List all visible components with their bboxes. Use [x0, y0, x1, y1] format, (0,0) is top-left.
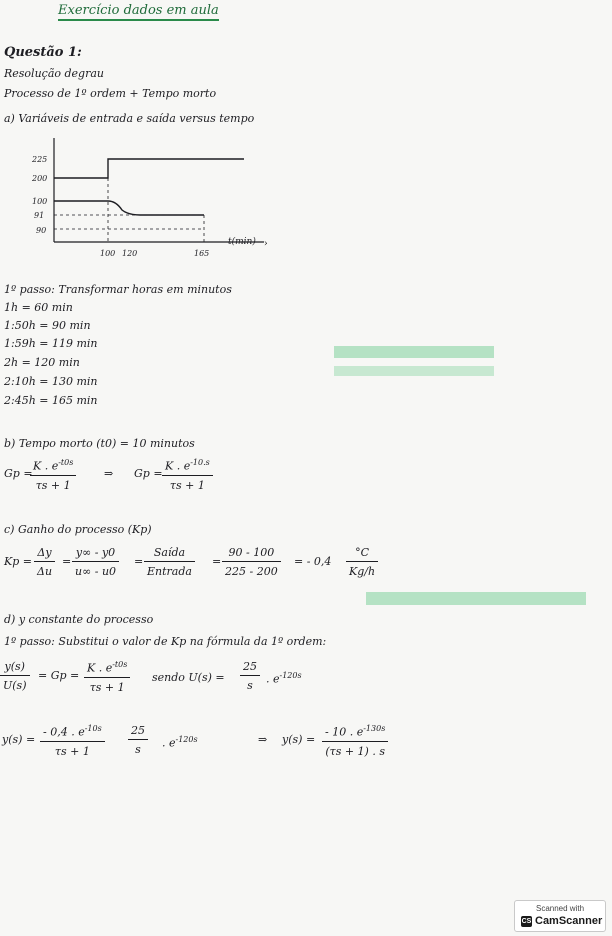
d-eq2-mid-fraction	[128, 724, 148, 756]
d-eq2-tail-e: . e	[162, 736, 176, 750]
c-equals-2: =	[134, 555, 144, 568]
b-gp-label-2: Gp =	[134, 467, 163, 480]
d-eq1-u-num: 25	[243, 660, 257, 673]
y-tick-91: 91	[34, 211, 45, 220]
input-signal-line	[54, 159, 244, 178]
d-eq2-mid-num: 25	[131, 724, 145, 737]
d-eq1-tail-e: . e	[266, 672, 280, 686]
b-gp-den-2: τs + 1	[162, 475, 213, 492]
b-gp-num-2: K . e	[165, 459, 191, 473]
d-eq1-tail	[266, 672, 302, 686]
item-d-title: d) y constante do processo	[4, 613, 154, 626]
camscanner-name: CamScanner	[535, 915, 603, 927]
d-eq2-arrow: ⇒	[258, 733, 268, 746]
d-eq2-rhs-num: - 10 . e	[325, 725, 364, 739]
c-delta-u: Δu	[34, 561, 55, 578]
d-ratio-fraction	[0, 660, 30, 692]
step1-line-3: 1:59h = 119 min	[4, 337, 98, 350]
c-fraction-limits	[72, 546, 119, 578]
y-tick-225: 225	[32, 155, 48, 164]
d-eq2-rhs-exp: -130s	[363, 724, 386, 733]
highlighter-mark-2	[334, 366, 494, 376]
d-eq1-gp: = Gp =	[38, 669, 80, 682]
y-tick-labels	[31, 155, 47, 235]
step1-line-4: 2h = 120 min	[4, 356, 80, 369]
c-y-diff: y∞ - y0	[75, 546, 116, 559]
output-signal-curve	[54, 201, 204, 215]
x-axis-arrow: ›	[264, 239, 268, 249]
page-title: Exercício dados em aula	[58, 4, 219, 21]
d-eq1-den: τs + 1	[84, 677, 130, 694]
camscanner-logo-icon: CS	[521, 918, 532, 925]
c-equals-1: =	[62, 555, 72, 568]
c-values-den: 225 - 200	[222, 561, 281, 578]
step1-line-6: 2:45h = 165 min	[4, 394, 98, 407]
c-u-diff: u∞ - u0	[72, 561, 119, 578]
b-gp-exp-2: -10.s	[190, 458, 210, 467]
c-entrada: Entrada	[144, 561, 195, 578]
c-kp-label: Kp =	[4, 555, 32, 568]
d-eq2-mid-den: s	[128, 739, 148, 756]
b-gp-exp-1: -t0s	[58, 458, 74, 467]
d-eq2-fraction	[40, 724, 105, 758]
b-gp-label: Gp =	[4, 467, 33, 480]
x-tick-120: 120	[122, 249, 138, 258]
d-eq1-tail-exp: -120s	[279, 671, 302, 680]
b-gp-fraction-2	[162, 458, 213, 492]
d-eq2-tail-exp: -120s	[175, 735, 198, 744]
d-eq2-tail	[162, 736, 198, 750]
b-gp-fraction-1	[30, 458, 76, 492]
d-ratio-num: y(s)	[4, 660, 25, 673]
d-eq2-rhs-lhs: y(s) =	[282, 733, 316, 746]
d-eq1-num: K . e	[87, 661, 113, 675]
x-tick-165: 165	[194, 249, 210, 258]
x-axis-label: t(min)	[228, 237, 256, 247]
d-eq2-lhs: y(s) =	[2, 733, 36, 746]
d-eq1-u-den: s	[240, 675, 260, 692]
d-eq2-exp: -10s	[84, 724, 102, 733]
step1-line-1: 1h = 60 min	[4, 301, 73, 314]
d-eq2-num: - 0,4 . e	[43, 725, 85, 739]
c-unit-den: Kg/h	[346, 561, 378, 578]
d-eq2-den: τs + 1	[40, 741, 105, 758]
item-c-title: c) Ganho do processo (Kp)	[4, 523, 152, 536]
question-line-1: Resolução degrau	[4, 67, 104, 80]
c-fraction-words	[144, 546, 195, 578]
step-response-graph	[28, 130, 278, 270]
d-eq1-u-fraction	[240, 660, 260, 692]
y-tick-200: 200	[32, 174, 48, 183]
d-eq1-exp: -t0s	[112, 660, 128, 669]
question-line-2: Processo de 1º ordem + Tempo morto	[4, 87, 217, 100]
highlighter-mark-3	[366, 592, 586, 605]
d-eq1-sendo: sendo U(s) =	[152, 671, 225, 684]
d-eq1-gp-fraction	[84, 660, 130, 694]
b-implies-arrow: ⇒	[104, 467, 114, 480]
x-tick-100: 100	[100, 249, 116, 258]
c-result: = - 0,4	[294, 555, 332, 568]
y-tick-90: 90	[36, 226, 47, 235]
step1-title: 1º passo: Transformar horas em minutos	[4, 283, 232, 296]
c-values-num: 90 - 100	[228, 546, 275, 559]
d-eq2-rhs-den: (τs + 1) . s	[322, 741, 388, 758]
c-delta-y: Δy	[37, 546, 52, 559]
y-tick-100: 100	[32, 197, 48, 206]
highlighter-mark-1	[334, 346, 494, 358]
c-equals-3: =	[212, 555, 222, 568]
c-saida: Saída	[153, 546, 186, 559]
c-unit-fraction	[346, 546, 378, 578]
d-ratio-den: U(s)	[0, 675, 30, 692]
b-gp-num-1: K . e	[33, 459, 59, 473]
d-step-text: 1º passo: Substitui o valor de Kp na fórmula da 1º ordem:	[4, 635, 327, 648]
step1-line-5: 2:10h = 130 min	[4, 375, 98, 388]
x-tick-labels	[100, 249, 209, 258]
step1-line-2: 1:50h = 90 min	[4, 319, 91, 332]
scanned-with-text: Scanned with	[535, 904, 585, 913]
c-unit-num: °C	[355, 546, 369, 559]
item-a-title: a) Variáveis de entrada e saída versus tempo	[4, 112, 255, 125]
camscanner-watermark	[514, 900, 606, 932]
b-gp-den-1: τs + 1	[30, 475, 76, 492]
question-label: Questão 1:	[4, 45, 82, 60]
item-b-title: b) Tempo morto (t0) = 10 minutos	[4, 437, 195, 450]
c-fraction-delta	[34, 546, 55, 578]
d-eq2-rhs-fraction	[322, 724, 388, 758]
c-fraction-values	[222, 546, 281, 578]
